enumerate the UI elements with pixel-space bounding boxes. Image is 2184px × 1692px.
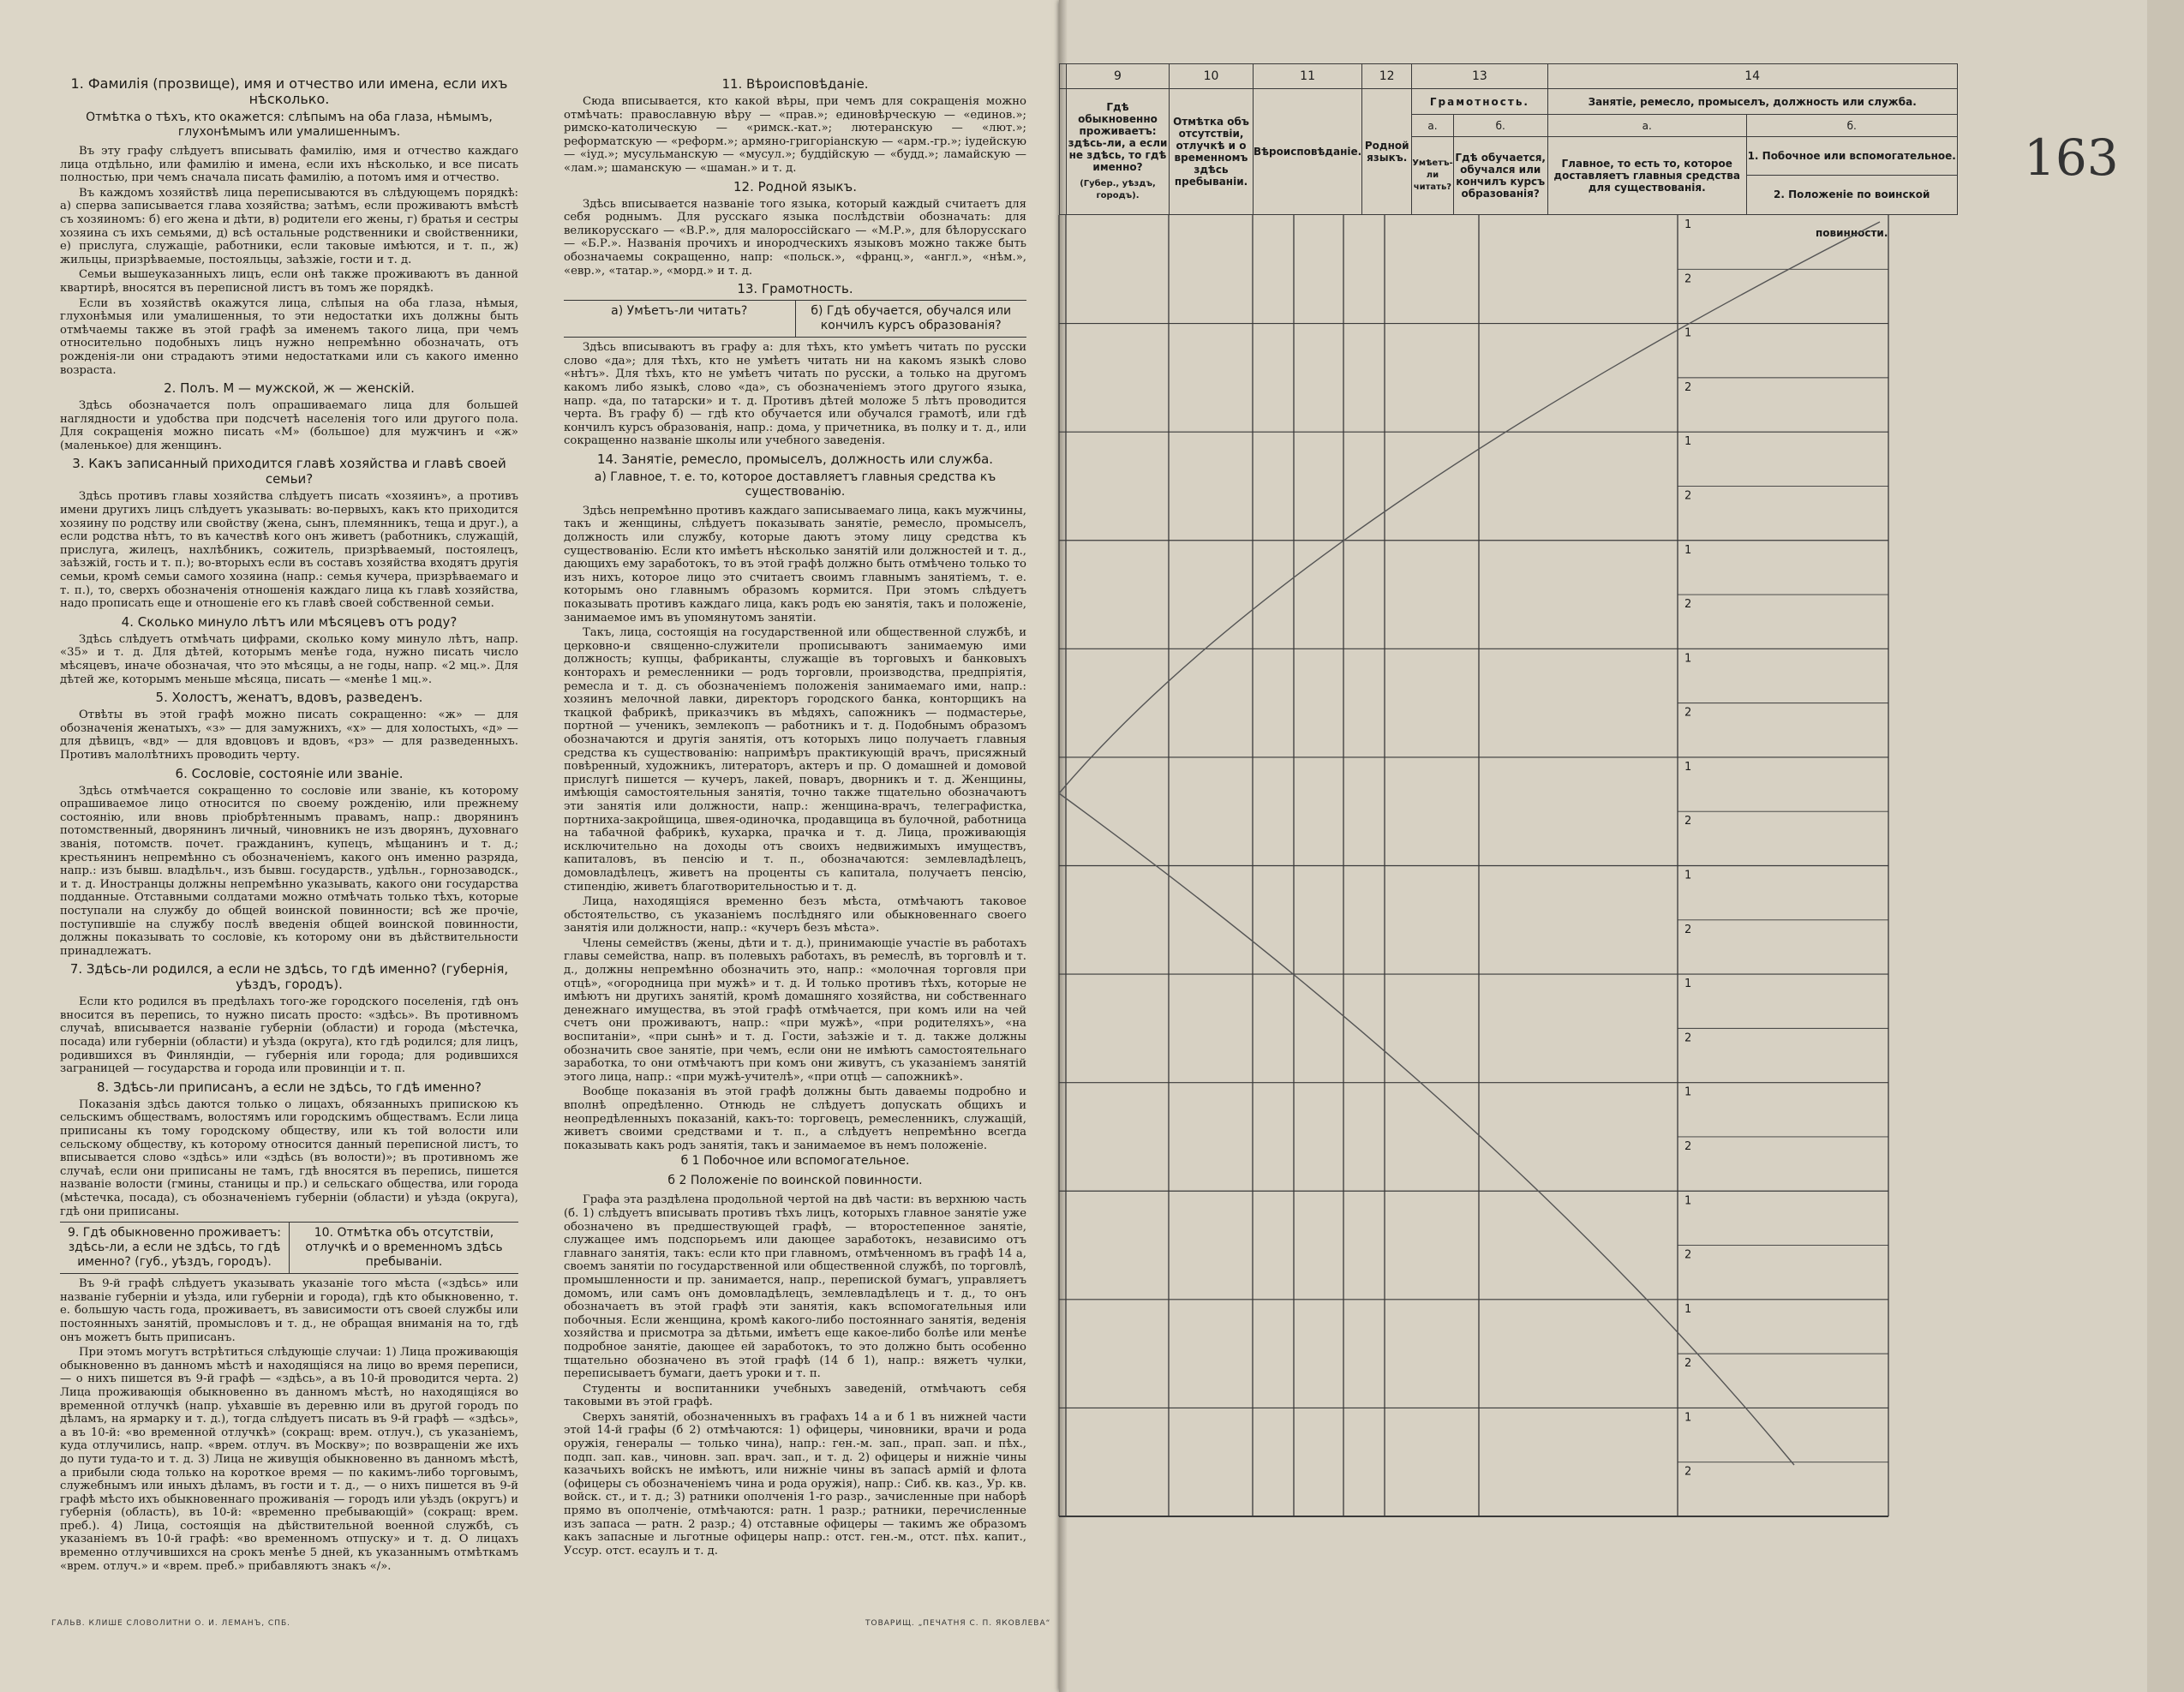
section-2-title: 2. Полъ. М — мужской, ж — женскій. bbox=[164, 380, 415, 397]
section-1-text: Если въ хозяйствѣ окажутся лица, слѣпыя на оба глаза, нѣмыя, глухонѣмыя или умалишенныя, то эти недостатки ихъ должны быть отмѣчаемы также въ этой графѣ за именемъ такого лица, при чемъ относительно подобныхъ лицъ нужно непремѣнно обозначать, отъ рожденія-ли они страдаютъ этими недостатками или съ какого именно возраста. bbox=[60, 296, 518, 377]
section-1-text: Въ эту графу слѣдуетъ вписывать фамилію, имя и отчество каждаго лица отдѣльно, или фамилію и имена, если ихъ нѣсколько, и все писать полностью, при чемъ сначала писать фамилію, а потомъ имя и отчество. bbox=[60, 145, 518, 185]
col-number: 12 bbox=[1362, 64, 1412, 89]
header-row-1 bbox=[1060, 89, 1958, 115]
row-sub-mark: 2 bbox=[1684, 1465, 1692, 1479]
header-occupation: Занятіе, ремесло, промыселъ, должность или служба. bbox=[1547, 89, 1957, 115]
section-8-text: Показанія здѣсь даются только о лицахъ, обязанныхъ припискою къ сельскимъ обществамъ, волостямъ или городскимъ обществамъ. Если лица приписаны къ тому городскому обществу, или къ той волости или сельскому обществу, къ которому относится данный переписной листъ, то вписывается слово «здѣсь» или «здѣсь (въ волости)»; въ противномъ же случаѣ, если они приписаны не тамъ, гдѣ вносятся въ перепись, пишется названіе волости (гмины, станицы и пр.) и сельскаго общества, или города (мѣстечка, посада), съ обозначеніемъ губерніи (области) и уѣзда (округа), гдѣ они приписаны. bbox=[60, 1097, 518, 1218]
row-sub-mark: 2 bbox=[1684, 923, 1692, 936]
section-6-title: 6. Сословіе, состояніе или званіе. bbox=[175, 765, 404, 781]
section-14b2-subtitle: б 2 Положеніе по воинской повинности. bbox=[667, 1174, 923, 1188]
header-education: Гдѣ обучается, обучался или кончилъ курсъ образованія? bbox=[1453, 137, 1547, 215]
section-9-10-header bbox=[60, 1222, 518, 1274]
section-1-text: Въ каждомъ хозяйствѣ лица переписываются въ слѣдующемъ порядкѣ: а) сперва записывается глава хозяйства; затѣмъ, если проживаютъ вмѣстѣ съ хозяиномъ: б) его жена и дѣти, в) родители его жены, г) братья и сестры хозяина съ ихъ семьями, д) всѣ остальные родственники и свойственники, е) прислуга, служащіе, работники, если таковые имѣются, и т. п., ж) жильцы, призрѣваемые, постояльцы, заѣзжіе, гости и т. д. bbox=[60, 186, 518, 266]
section-14b-text: Графа эта раздѣлена продольной чертой на двѣ части: въ верхнюю часть (б. 1) слѣдуетъ вписывать противъ тѣхъ лицъ, которыхъ главное занятіе уже обозначено въ предшествующей графѣ, — второстепенное занятіе, служащее имъ подспорьемъ или дающее заработокъ, независимо отъ главнаго занятія, такъ: если кто при главномъ, отмѣченномъ въ графѣ 14 а, своемъ занятіи по государственной или общественной службѣ, по торговлѣ, промышленности и пр. занимается, напр., перепиской бумагъ, управляетъ домомъ, или самъ онъ домовладѣлецъ, землевладѣлецъ и т. д., то онъ обозначаетъ въ этой графѣ эти занятія, какъ вспомогательныя или побочныя. Если женщина, кромѣ какого-либо постояннаго занятія, веденія хозяйства и присмотра за дѣтьми, имѣетъ еще какое-либо болѣе или менѣе подробное занятіе, дающее ей заработокъ, то это должно быть особенно тщательно обозначено въ этой графѣ (14 б 1), напр.: вяжетъ чулки, переписываетъ бумаги, даетъ уроки и т. п. bbox=[564, 1193, 1026, 1381]
book-spine bbox=[1059, 0, 1068, 1692]
section-14-title: 14. Занятіе, ремесло, промыселъ, должность или служба. bbox=[596, 451, 994, 467]
header-literacy: Грамотность. bbox=[1412, 89, 1548, 115]
header-occupation-b: б. bbox=[1746, 115, 1957, 137]
col-number: 9 bbox=[1067, 64, 1170, 89]
section-13-text: Здѣсь вписываютъ въ графу а: для тѣхъ, кто умѣетъ читать по русски слово «да»; для тѣхъ, кто не умѣетъ читать ни на какомъ языкѣ слово «нѣтъ». Для тѣхъ, кто не умѣетъ читать по русски, а только на другомъ какомъ либо языкѣ, слово «да», съ обозначеніемъ этого другого языка, напр. «да, по татарски» и т. д. Противъ дѣтей моложе 5 лѣтъ проводится черта. Въ графу б) — гдѣ кто обучается или обучался грамотѣ, или гдѣ кончилъ курсъ образованія, напр.: дома, у причетника, въ полку и т. д., или сокращенно названіе школы или учебного заведенія. bbox=[564, 341, 1026, 448]
section-1-subtitle: Отмѣтка о тѣхъ, кто окажется: слѣпымъ на оба глаза, нѣмымъ, глухонѣмымъ или умалишеннымъ. bbox=[86, 111, 493, 139]
header-absence: Отмѣтка объ отсутствіи, отлучкѣ и о временномъ здѣсь пребываніи. bbox=[1170, 89, 1254, 215]
section-12-text: Здѣсь вписывается названіе того языка, который каждый считаетъ для себя роднымъ. Для русскаго языка послѣдствіи обозначать: для великорусскаго — «В.Р.», для малороссійскаго — «М.Р.», для бѣлорусскаго — «Б.Р.». Названія прочихъ и инородческихъ языковъ можно также быть обозначаемы сокращенно, напр: «польск.», «франц.», «англ.», «нѣм.», «евр.», «татар.», «морд.» и т. д. bbox=[564, 197, 1026, 278]
section-9-text: Въ 9-й графѣ слѣдуетъ указывать указаніе того мѣста («здѣсь» или названіе губерніи и уѣзда, или губерніи и города), гдѣ кто обыкновенно, т. е. большую часть года, проживаетъ, въ зависимости отъ своей службы или постоянныхъ занятій, промысловъ и т. д., не обращая вниманія на то, гдѣ онъ можетъ быть приписанъ. bbox=[60, 1277, 518, 1344]
section-9-title: 9. Гдѣ обыкновенно проживаетъ: здѣсь-ли, а если не здѣсь, то гдѣ именно? (губ., уѣздъ, городъ). bbox=[67, 1226, 282, 1270]
section-9-text: При этомъ могутъ встрѣтиться слѣдующіе случаи: 1) Лица проживающія обыкновенно въ данномъ мѣстѣ и находящіяся на лицо во время переписи, — о нихъ пишется въ 9-й графѣ — «здѣсь», а въ 10-й проводится черта. 2) Лица проживающія обыкновенно въ данномъ мѣстѣ, но находящіяся во временной отлучкѣ (напр. уѣхавшіе въ деревню или въ другой городъ по дѣламъ, на ярмарку и т. д.), тогда слѣдуетъ писать въ 9-й графѣ — «здѣсь», а въ 10-й: «во временной отлучкѣ» (сокращ: врем. отлуч.), съ указаніемъ, куда отлучились, напр. «врем. отлуч. въ Москву»; по возвращеніи же ихъ до пути туда-то и т. д. 3) Лица не живущія обыкновенно въ данномъ мѣстѣ, а прибыли сюда только на короткое время — по какимъ-либо торговымъ, служебнымъ или иныхъ дѣламъ, въ гости и т. д., — о нихъ пишется въ 9-й графѣ мѣсто ихъ обыкновеннаго проживанія — городъ или уѣздъ (округъ) и губернія (область), въ 10-й: «временно пребывающій» (сокращ: врем. преб.). 4) Лица, состоящія на дѣйствительной военной службѣ, съ указаніемъ въ 10-й графѣ: «во временномъ отпуску» и т. д. О лицахъ временно отлучившихся на срокъ менѣе 5 дней, къ указаннымъ отмѣткамъ «врем. отлуч.» и «врем. преб.» прибавляютъ знакъ «/». bbox=[60, 1346, 518, 1573]
section-1-title: 1. Фамилія (прозвище), имя и отчество или имена, если ихъ нѣсколько. bbox=[70, 75, 508, 107]
section-13-title: 13. Грамотность. bbox=[737, 281, 853, 297]
row-sub-mark: 2 bbox=[1684, 1357, 1692, 1371]
header-religion: Вѣроисповѣданіе. bbox=[1254, 89, 1362, 215]
section-7-text: Если кто родился въ предѣлахъ того-же городского поселенія, гдѣ онъ вносится въ перепись, то нужно писать просто: «здѣсь». Въ противномъ случаѣ, вписывается названіе губерніи (области) и города (мѣстечка, посада) или губерніи (области) и уѣзда (округа), кто гдѣ родился; для лицъ, родившихся въ Финляндіи, — губернія или города; для родившихся заграницей — государства и города или провинціи и т. п. bbox=[60, 995, 518, 1076]
row-sub-mark: 1 bbox=[1684, 543, 1692, 557]
header-literacy-b: б. bbox=[1453, 115, 1547, 137]
section-6-text: Здѣсь отмѣчается сокращенно то сословіе или званіе, къ которому опрашиваемое лицо относится по своему рожденію, или прежнему состоянію, или вновь пріобрѣтеннымъ правамъ, напр.: дворянинъ потомственный, дворянинъ личный, чиновникъ не изъ дворянъ, духовнаго званія, потомств. почет. гражданинъ, купецъ, мѣщанинъ и т. д.; крестьянинъ непремѣнно съ обозначеніемъ, какого онъ именно разряда, напр.: изъ бывш. владѣльч., изъ бывш. государств., удѣльн., горнозаводск., и т. д. Иностранцы должны непремѣнно указывать, какого они государства подданные. Отставными солдатами можно отмѣчать только тѣхъ, которые поступали на службу до общей воинской повинности; всѣ же прочіе, поступившіе на службу послѣ введенія общей воинской повинности, должны показывать то сословіе, къ которому они въ дѣйствительности принадлежатъ. bbox=[60, 784, 518, 958]
header-secondary-occupation: 1. Побочное или вспомогательное. bbox=[1747, 137, 1957, 176]
row-sub-mark: 1 bbox=[1684, 978, 1692, 991]
header-residence bbox=[1067, 89, 1170, 215]
row-sub-mark: 1 bbox=[1684, 326, 1692, 340]
row-sub-mark: 2 bbox=[1684, 1031, 1692, 1045]
section-4-title: 4. Сколько минуло лѣтъ или мѣсяцевъ отъ роду? bbox=[121, 613, 458, 630]
row-sub-mark: 2 bbox=[1684, 706, 1692, 720]
col-number: 14 bbox=[1547, 64, 1957, 89]
header-military-status: 2. Положеніе по воинской повинности. bbox=[1774, 188, 1930, 239]
section-8-title: 8. Здѣсь-ли приписанъ, а если не здѣсь, то гдѣ именно? bbox=[97, 1079, 482, 1095]
col-number: 11 bbox=[1254, 64, 1362, 89]
row-sub-mark: 2 bbox=[1684, 598, 1692, 612]
header-native-language: Родной языкъ. bbox=[1362, 89, 1412, 215]
printer-imprint-right: ТОВАРИЩ. „ПЕЧАТНЯ С. П. ЯКОВЛЕВА“ bbox=[865, 1619, 1051, 1628]
section-3-text: Здѣсь противъ главы хозяйства слѣдуетъ писать «хозяинъ», а противъ имени другихъ лицъ слѣдуетъ указывать: во-первыхъ, какъ кто приходится хозяину по родству или свойству (жена, сынъ, племянникъ, теща и друг.), а если родства нѣтъ, то въ качествѣ кого онъ живетъ (работникъ, служащій, прислуга, жилецъ, нахлѣбникъ, сожитель, призрѣваемый, постоялецъ, заѣзжій, гость и т. п.); во-вторыхъ если въ составъ хозяйства входятъ другія семьи, кромѣ семьи самого хозяина (напр.: семья кучера, призрѣваемаго и т. п.), то, сверхъ обозначенія отношенія каждаго лица къ главѣ хозяйства, надо прописать еще и отношеніе его къ главѣ своей собственной семьи. bbox=[60, 490, 518, 611]
underlying-sheet-edge bbox=[2147, 0, 2184, 1692]
margin-cell bbox=[1060, 64, 1067, 89]
section-5-text: Отвѣты въ этой графѣ можно писать сокращенно: «ж» — для обозначенія женатыхъ, «з» — для замужнихъ, «х» — для холостыхъ, «д» — для дѣвицъ, «вд» — для вдовцовъ и вдовъ, «рз» — для разведенныхъ. Противъ малолѣтнихъ проводить черту. bbox=[60, 708, 518, 762]
section-13a-label: а) Умѣетъ-ли читать? bbox=[611, 304, 748, 319]
section-1-text: Семьи вышеуказанныхъ лицъ, если онѣ также проживаютъ въ данной квартирѣ, вносятся въ переписной листъ въ томъ же порядкѣ. bbox=[60, 268, 518, 295]
column-numbers-row bbox=[1060, 64, 1958, 89]
header-residence-sub: (Губер., уѣздъ, городъ). bbox=[1080, 179, 1156, 200]
section-10-title: 10. Отмѣтка объ отсутствіи, отлучкѣ и о временномъ здѣсь пребываніи. bbox=[289, 1223, 518, 1273]
section-14-text: Такъ, лица, состоящія на государственной или общественной службѣ, и церковно-и священно-служители прописываютъ занимаемую ими должность; купцы, фабриканты, служащіе въ торговыхъ и банковыхъ конторахъ и ремесленники — родъ торговли, производства, предпріятія, ремесла и т. д. съ обозначеніемъ положенія занимаемаго ими, напр.: хозяинъ мелочной лавки, директоръ городского банка, конторщикъ на ткацкой фабрикѣ, приказчикъ въ мѣдяхъ, сапожникъ — подмастерье, портной — ученикъ, землекопъ — работникъ и т. д. Подобнымъ образомъ обозначаются и другія занятія, отъ которыхъ лицо получаетъ главныя средства къ существованію: напримѣръ практикующій врачъ, присяжный повѣренный, художникъ, литераторъ, актеръ и пр. О домашней и домовой прислугѣ пишется — кучеръ, лакей, поваръ, дворникъ и т. д. Женщины, имѣющія самостоятельныя занятія, точно также тщательно обозначаютъ эти занятія или должности, напр.: женщина-врачъ, телеграфистка, портниха-закройщица, швея-одиночка, продавщица въ булочной, работница на табачной фабрикѣ, кухарка, прачка и т. д. Лица, проживающія исключительно на доходы отъ своихъ недвижимыхъ имуществъ, капиталовъ, въ пенсію и т. п., обозначаются: землевладѣлецъ, домовладѣлецъ, живетъ на проценты съ капитала, получаетъ пенсію, стипендію, живетъ благотворительностью и т. д. bbox=[564, 626, 1026, 894]
section-14b1-subtitle: б 1 Побочное или вспомогательное. bbox=[680, 1154, 910, 1169]
section-14-text: Здѣсь непремѣнно противъ каждаго записываемаго лица, какъ мужчины, такъ и женщины, слѣдуетъ показывать занятіе, ремесло, промыселъ, должность или службу, которые даютъ этому лицу средства къ существованію. Если кто имѣетъ нѣсколько занятій или должностей и т. д., дающихъ ему заработокъ, то въ этой графѣ должно быть отмѣчено только то изъ нихъ, которое лицо это считаетъ своимъ главнымъ занятіемъ, т. е. которымъ оно главнымъ образомъ кормится. При этомъ слѣдуетъ показывать противъ каждаго лица, какъ родъ ею занятія, такъ и положеніе, занимаемое имъ въ упомянутомъ занятіи. bbox=[564, 504, 1026, 625]
right-page bbox=[1059, 0, 2147, 1692]
row-sub-mark: 2 bbox=[1684, 380, 1692, 394]
row-sub-mark: 1 bbox=[1684, 1194, 1692, 1208]
left-page bbox=[0, 0, 1062, 1692]
row-sub-mark: 1 bbox=[1684, 435, 1692, 449]
archive-page-number-stamp: 163 bbox=[2024, 129, 2119, 187]
section-12-title: 12. Родной языкъ. bbox=[733, 178, 857, 194]
row-sub-mark: 1 bbox=[1684, 218, 1692, 231]
section-14-text: Вообще показанія въ этой графѣ должны быть даваемы подробно и вполнѣ опредѣленно. Отнюдь не слѣдуетъ допускать общихъ и неопредѣленныхъ показаній, какъ-то: торговецъ, ремесленникъ, служащій, живетъ своими средствами и т. п., а слѣдуетъ непремѣнно всегда показывать какъ родъ занятія, такъ и занимаемое въ немъ положеніе. bbox=[564, 1085, 1026, 1152]
row-sub-mark: 1 bbox=[1684, 652, 1692, 666]
section-3-title: 3. Какъ записанный приходится главѣ хозяйства и главѣ своей семьи? bbox=[72, 456, 506, 487]
row-sub-mark: 2 bbox=[1684, 1248, 1692, 1262]
section-14a-subtitle: а) Главное, т. е. то, которое доставляетъ главныя средства къ существованію. bbox=[594, 469, 996, 499]
margin-cell bbox=[1060, 89, 1067, 215]
header-occupation-b-split bbox=[1746, 137, 1957, 239]
row-sub-mark: 2 bbox=[1684, 1139, 1692, 1153]
printer-imprint-left: ГАЛЬВ. КЛИШЕ СЛОВОЛИТНИ О. И. ЛЕМАНЪ, СПБ. bbox=[51, 1619, 291, 1628]
section-11-title: 11. Вѣроисповѣданіе. bbox=[721, 76, 869, 92]
header-residence-label: Гдѣ обыкновенно проживаетъ: здѣсь-ли, а если не здѣсь, то гдѣ именно? bbox=[1068, 101, 1168, 173]
header-literacy-a: а. bbox=[1412, 115, 1454, 137]
instructions-column-2 bbox=[564, 73, 1026, 1559]
section-14-text: Лица, находящіяся временно безъ мѣста, отмѣчаютъ таковое обстоятельство, съ указаніемъ послѣдняго или обыкновеннаго своего занятія или должности, напр.: «кучеръ безъ мѣста». bbox=[564, 895, 1026, 936]
row-sub-mark: 1 bbox=[1684, 1085, 1692, 1099]
section-11-text: Сюда вписывается, кто какой вѣры, при чемъ для сокращенія можно отмѣчать: православную вѣру — «прав.»; единовѣрческую — «единов.»; римско-католическую — «римск.-кат.»; лютеранскую — «лют.»; реформатскую — «реформ.»; армяно-григоріанскую — «арм.-гр.»; іудейскую — «іуд.»; мусульманскую — «мусул.»; буддійскую — «будд.»; ламайскую — «лам.»; шаманскую — «шаман.» и т. д. bbox=[564, 95, 1026, 175]
section-13-subheader bbox=[564, 300, 1026, 338]
section-4-text: Здѣсь слѣдуетъ отмѣчать цифрами, сколько кому минуло лѣтъ, напр. «35» и т. д. Для дѣтей, которымъ менѣе года, нужно писать число мѣсяцевъ, иначе обозначая, что это мѣсяцы, а не годы, напр. «2 мц.». Для дѣтей же, которымъ меньше мѣсяца, писать — «менѣе 1 мц.». bbox=[60, 632, 518, 686]
col-number: 13 bbox=[1412, 64, 1548, 89]
instructions-column-1 bbox=[60, 73, 518, 1575]
row-sub-mark: 2 bbox=[1684, 272, 1692, 286]
row-sub-mark: 2 bbox=[1684, 489, 1692, 503]
row-sub-mark: 1 bbox=[1684, 869, 1692, 882]
row-sub-mark: 1 bbox=[1684, 760, 1692, 774]
section-7-title: 7. Здѣсь-ли родился, а если не здѣсь, то гдѣ именно? (губернія, уѣздъ, городъ). bbox=[69, 961, 509, 993]
section-2-text: Здѣсь обозначается полъ опрашиваемаго лица для большей наглядности и удобства при подсчетѣ населенія того или другого пола. Для сокращенія можно писать «М» (большое) для мужчинъ и «ж» (маленькое) для женщинъ. bbox=[60, 399, 518, 452]
section-14-text: Члены семействъ (жены, дѣти и т. д.), принимающіе участіе въ работахъ главы семейства, напр. въ полевыхъ работахъ, въ ремеслѣ, въ торговлѣ и т. д., должны непремѣнно обозначить это, напр.: «молочная торговля при отцѣ», «огородница при мужѣ» и т. д. И только противъ тѣхъ, которые не имѣютъ ни другихъ занятій, кромѣ домашняго хозяйства, ни собственнаго денежнаго имущества, въ этой графѣ отмѣчается, при комъ или на чей счетъ они проживаютъ, напр.: «при мужѣ», «при родителяхъ», «на воспитаніи», «при сынѣ» и т. д. Гости, заѣзжіе и т. д. также должны обозначить свое занятіе, при чемъ, если они не имѣютъ самостоятельнаго заработка, то они отмѣчаютъ при комъ они живутъ, съ указаніемъ занятій этого лица, напр.: «при мужѣ-учителѣ», «при отцѣ — сапожникѣ». bbox=[564, 936, 1026, 1084]
header-occupation-a: а. bbox=[1547, 115, 1746, 137]
header-can-read: Умѣетъ-ли читать? bbox=[1412, 137, 1454, 215]
row-sub-mark: 2 bbox=[1684, 815, 1692, 828]
row-sub-mark: 1 bbox=[1684, 1411, 1692, 1425]
section-13b-label: б) Гдѣ обучается, обучался или кончилъ курсъ образованія? bbox=[795, 301, 1027, 337]
section-14b-text: Сверхъ занятій, обозначенныхъ въ графахъ 14 а и б 1 въ нижней части этой 14-й графы (б 2) отмѣчаются: 1) офицеры, чиновники, врачи и рода оружія, генералы — только чина), напр.: ген.-м. зап., прап. зап. и пѣх., подп. зап. кав., чиновн. зап. врач. зап., и т. д. 2) офицеры и нижніе чины казачьихъ войскъ не имѣютъ, или нижніе чины въ запасѣ армій и флота (офицеры съ обозначеніемъ чина и рода оружія), напр.: Сиб. кв. каз., Ур. кв. войск. ст., и т. д.; 3) ратники ополченія 1-го разр., зачисленные при наборѣ прямо въ ополченіе, отмѣчаются: ратн. 1 разр.; ратники, перечисленные изъ запаса — ратн. 2 разр.; 4) отставные офицеры — такимъ же образомъ какъ запасные и льготные офицеры напр.: отст. ген.-м., отст. пѣх. капит., Уссур. отст. есаулъ и т. д. bbox=[564, 1410, 1026, 1557]
section-14b-text: Студенты и воспитанники учебныхъ заведеній, отмѣчаютъ себя таковыми въ этой графѣ. bbox=[564, 1382, 1026, 1409]
row-sub-mark: 1 bbox=[1684, 1302, 1692, 1316]
col-number: 10 bbox=[1170, 64, 1254, 89]
header-main-occupation: Главное, то есть то, которое доставляетъ главныя средства для существованія. bbox=[1547, 137, 1746, 215]
section-5-title: 5. Холостъ, женатъ, вдовъ, разведенъ. bbox=[155, 690, 423, 706]
census-table bbox=[1059, 63, 1958, 239]
